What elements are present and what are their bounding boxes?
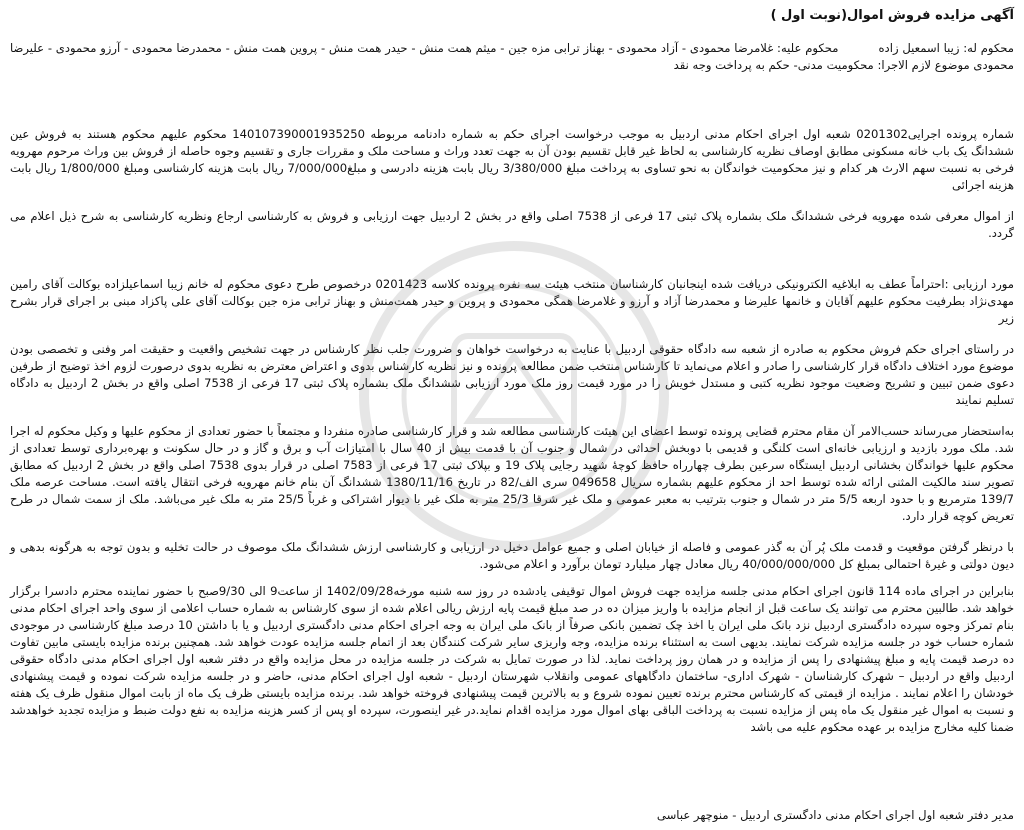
paragraph-valuation: با درنظر گرفتن موقعیت و قدمت ملک پُر آن به گذر عمومی و فاصله از خیابان اصلی و جمیع عوامل دخیل در ارزیابی و کارشناسی ارزش ششدانگ ملک موصوف در حالت تخلیه و بدون توجه به هرگونه بدهی و دیون دولتی و غیرهٔ احتمالی بمبلغ کل 40/000/000/000 ریال معادل چهار میلیارد تومان برآورد و اعلام می‌شود. <box>10 540 1014 571</box>
paragraph-court-order: در راستای اجرای حکم فروش محکوم به صادره از شعبه سه دادگاه حقوقی اردبیل با عنایت به درخواست خواهان و ضرورت جلب نظر کارشناس در جهت تشخیص واقعیت و حقیقت امر وفنی و تخصصی بودن موضوع مورد اختلاف دادگاه قرار کارشناسی را صادر و اعلام می‌نماید تا کارشناس منتخب ضمن مطالعه پرونده و نیز نظریه کارشناس بدوی و اعتراض معترض به نظریه بدوی درصورت لزوم اخذ توضیح از طرفین دعوی ضمن تبیین و تشریح وضعیت موجود نظریه کتبی و مستدل خویش را در مورد قیمت روز ملک مورد ارزیابی ششدانگ ملک بشماره پلاک ثبتی 17 فرعی از 7538 اصلی واقع در بخش 2 اردبیل به دادگاه تسلیم نمایند <box>10 342 1014 407</box>
paragraph-case-details: شماره پرونده اجرایی0201302 شعبه اول اجرای احکام مدنی اردبیل به موجب درخواست اجرای حکم به شماره دادنامه مربوطه 140107390001935250 محکوم علیهم محکوم هستند به فروش عین ششدانگ یک باب خانه مسکونی مطابق اوصاف نظریه کارشناسی به لحاظ غیر قابل تقسیم بودن آن به جهت تعدد وراث و مساحت ملک و مقررات جاری و تقسیم وجوه حاصله از فروش بین وراث مرحوم مهرویه فرخی به نسبت سهم الارث هر کدام و نیز محکومیت خواندگان به نحو تساوی به پرداخت مبلغ 3/380/000 ریال بابت هزینه دادرسی و مبلغ7/000/000 ریال بابت هزینه کارشناسی ومبلغ 1/800/000 ریال بابت هزینه اجرائی <box>10 127 1014 192</box>
paragraph-inspection-report: به‌استحضار می‌رساند حسب‌الامر آن مقام محترم قضایی پرونده توسط اعضای این هیئت کارشناسی مطالعه شد و قرار کارشناسی صادره منفردا و مجتمعاً با حضور تعدادی از محکوم علیها و وکیل محکوم له اجرا شد. ملک مورد بازدید و ارزیابی خانه‌ای است کلنگی و قدیمی با دوبخش احداثی در شمال و جنوب آن با قدمت بیش از 40 سال با امتیازات آب و برق و گاز و در حال سکونت و بهره‌برداری توسط تعدادی از محکوم علیها خواندگان بخشانی اردبیل ایستگاه سرعین بطرف چهارراه حافظ کوچهٔ شهید رجایی پلاک 19 و بپلاک ثبتی 17 فرعی از 7583 اصلی در قرار بدوی 7538 اصلی واقع در بخش 2 اردبیل که مطابق تصویر سند مالکیت المثنی ارائه شده توسط احد از محکوم علیهم بشماره سریال 049658 سری الف/82 در تاریخ 1380/11/16 ششدانگ آن بنام خانم مهرویه فرخی انتقال یافته است. مساحت عرصه ملک 139/7 مترمربع و با حدود اربعه 5/5 متر در شمال و جنوب بترتیب به معبر عمومی و ملک غیر شرقا 25/3 متر به ملک غیر با دیوار اشتراکی و غرباً 25/5 متر به ملک غیر می‌باشد. ملک از سمت شمال در طرح تعریض کوچه قرار دارد. <box>10 424 1015 523</box>
paragraph-property-referral: از اموال معرفی شده مهرویه فرخی ششدانگ ملک بشماره پلاک ثبتی 17 فرعی از 7538 اصلی واقع در بخش 2 اردبیل جهت ارزیابی و فروش به کارشناسی ارجاع ونظریه کارشناسی به شرح ذیل اعلام می گردد. <box>10 209 1014 240</box>
auction-notice <box>10 6 1014 830</box>
parties-block <box>10 40 1014 74</box>
paragraph-appraisal-subject: مورد ارزیابی :احتراماً عطف به ابلاغیه الکترونیکی دریافت شده اینجانبان کارشناسان منتخب هیئت سه نفره پرونده کلاسه 0201423 درخصوص طرح دعوی محکوم له خانم زیبا اسماعیلزاده بوکالت آقای رامین مهدی‌نژاد بطرفیت محکوم علیهم آقایان و خانمها علیرضا و محمدرضا آزاد و آرزو و غلامرضا همگی محمودی و پروین و حیدر همت‌منش و بهناز ترابی مزه جین بوکالت آقای علی پاکزاد مبنی بر اجرای قرار بشرح زیر <box>10 277 1015 325</box>
convicted-for: محکوم له: زیبا اسمعیل زاده <box>878 41 1014 55</box>
paragraph-auction-terms: بنابراین در اجرای ماده 114 قانون اجرای احکام مدنی جلسه مزایده جهت فروش اموال توقیفی یادشده در روز سه شنبه مورخه1402/09/28 از ساعت9 الی 9/30صبح با حضور نماینده محترم دادسرا برگزار خواهد شد. طالبین محترم می توانند یک ساعت قبل از انجام مزایده با واریز میزان ده در صد مبلغ قیمت پایه ارزش ریالی اعلام شده از سوی کارشناس به شماره حساب اعلامی از سوی واحد اجرای احکام مدنی بنام تمرکز وجوه سپرده دادگستری اردبیل نزد بانک ملی ایران یا اخذ چک تضمین بانکی صرفاً از بانک ملی ایران به وجه اجرای احکام مدنی دادگستری اردبیل و یا با داشتن 10 درصد مبلغ کارشناسی در موجودی شماره حساب خود در جلسه مزایده شرکت نمایند. بدیهی است به استثناء برنده مزایده، وجه واریزی سایر شرکت کنندگان بعد از اتمام جلسه مزایده عودت خواهد شد. همچنین برنده مزایده بایستی مابین تفاوت ده درصد قیمت پایه و مبلغ پیشنهادی را پس از مزایده و در همان روز پرداخت نماید. لذا در صورت تمایل به شرکت در جلسه مزایده در محل مزایده واقع در دفتر شعبه اول اجرای احکام مدنی دادگاه حقوقی اردبیل واقع در اردبیل – شهرک کارشناسان - شهرک اداری- ساختمان دادگاههای عمومی وانقلاب شهرستان اردبیل - شعبه اول اجرای احکام مدنی، حاضر و در جلسه مزایده شرکت نموده و قیمت پیشنهادی خودشان را اعلام نمایند . مزایده از قیمتی که کارشناس محترم برنده تعیین نموده شروع و به بالاترین قیمت پیشنهادی فروخته خواهد شد. برنده مزایده بایستی ظرف یک ماه از بابت اموال منقول ظرف یک هفته و نسبت به اموال غیر منقول یک ماه پس از مزایده نسبت به پرداخت الباقی بهای اموال مورد مزایده اقدام نماید.در غیر اینصورت، سپرده او پس از کسر هزینه مزایده به نفع دولت ضبط و مزایده تجدید خواهدشد ضمنا کلیه مخارج مزایده بر عهده محکوم علیه می باشد <box>10 584 1014 734</box>
convicted-against: محکوم علیه: غلامرضا محمودی - آزاد محمودی - بهناز ترابی مزه جین - میثم همت منش - حیدر همت منش - پروین همت منش - محمدرضا محمودی - آرزو محمودی - علیرضا محمودی موضوع لازم الاجرا: محکومیت مدنی- حکم به پرداخت وجه نقد <box>10 41 1014 72</box>
page-title: آگهی مزایده فروش اموال(نوبت اول ) <box>770 8 1014 23</box>
signature-line: مدیر دفتر شعبه اول اجرای احکام مدنی دادگستری اردبیل - منوچهر عباسی <box>656 808 1014 822</box>
